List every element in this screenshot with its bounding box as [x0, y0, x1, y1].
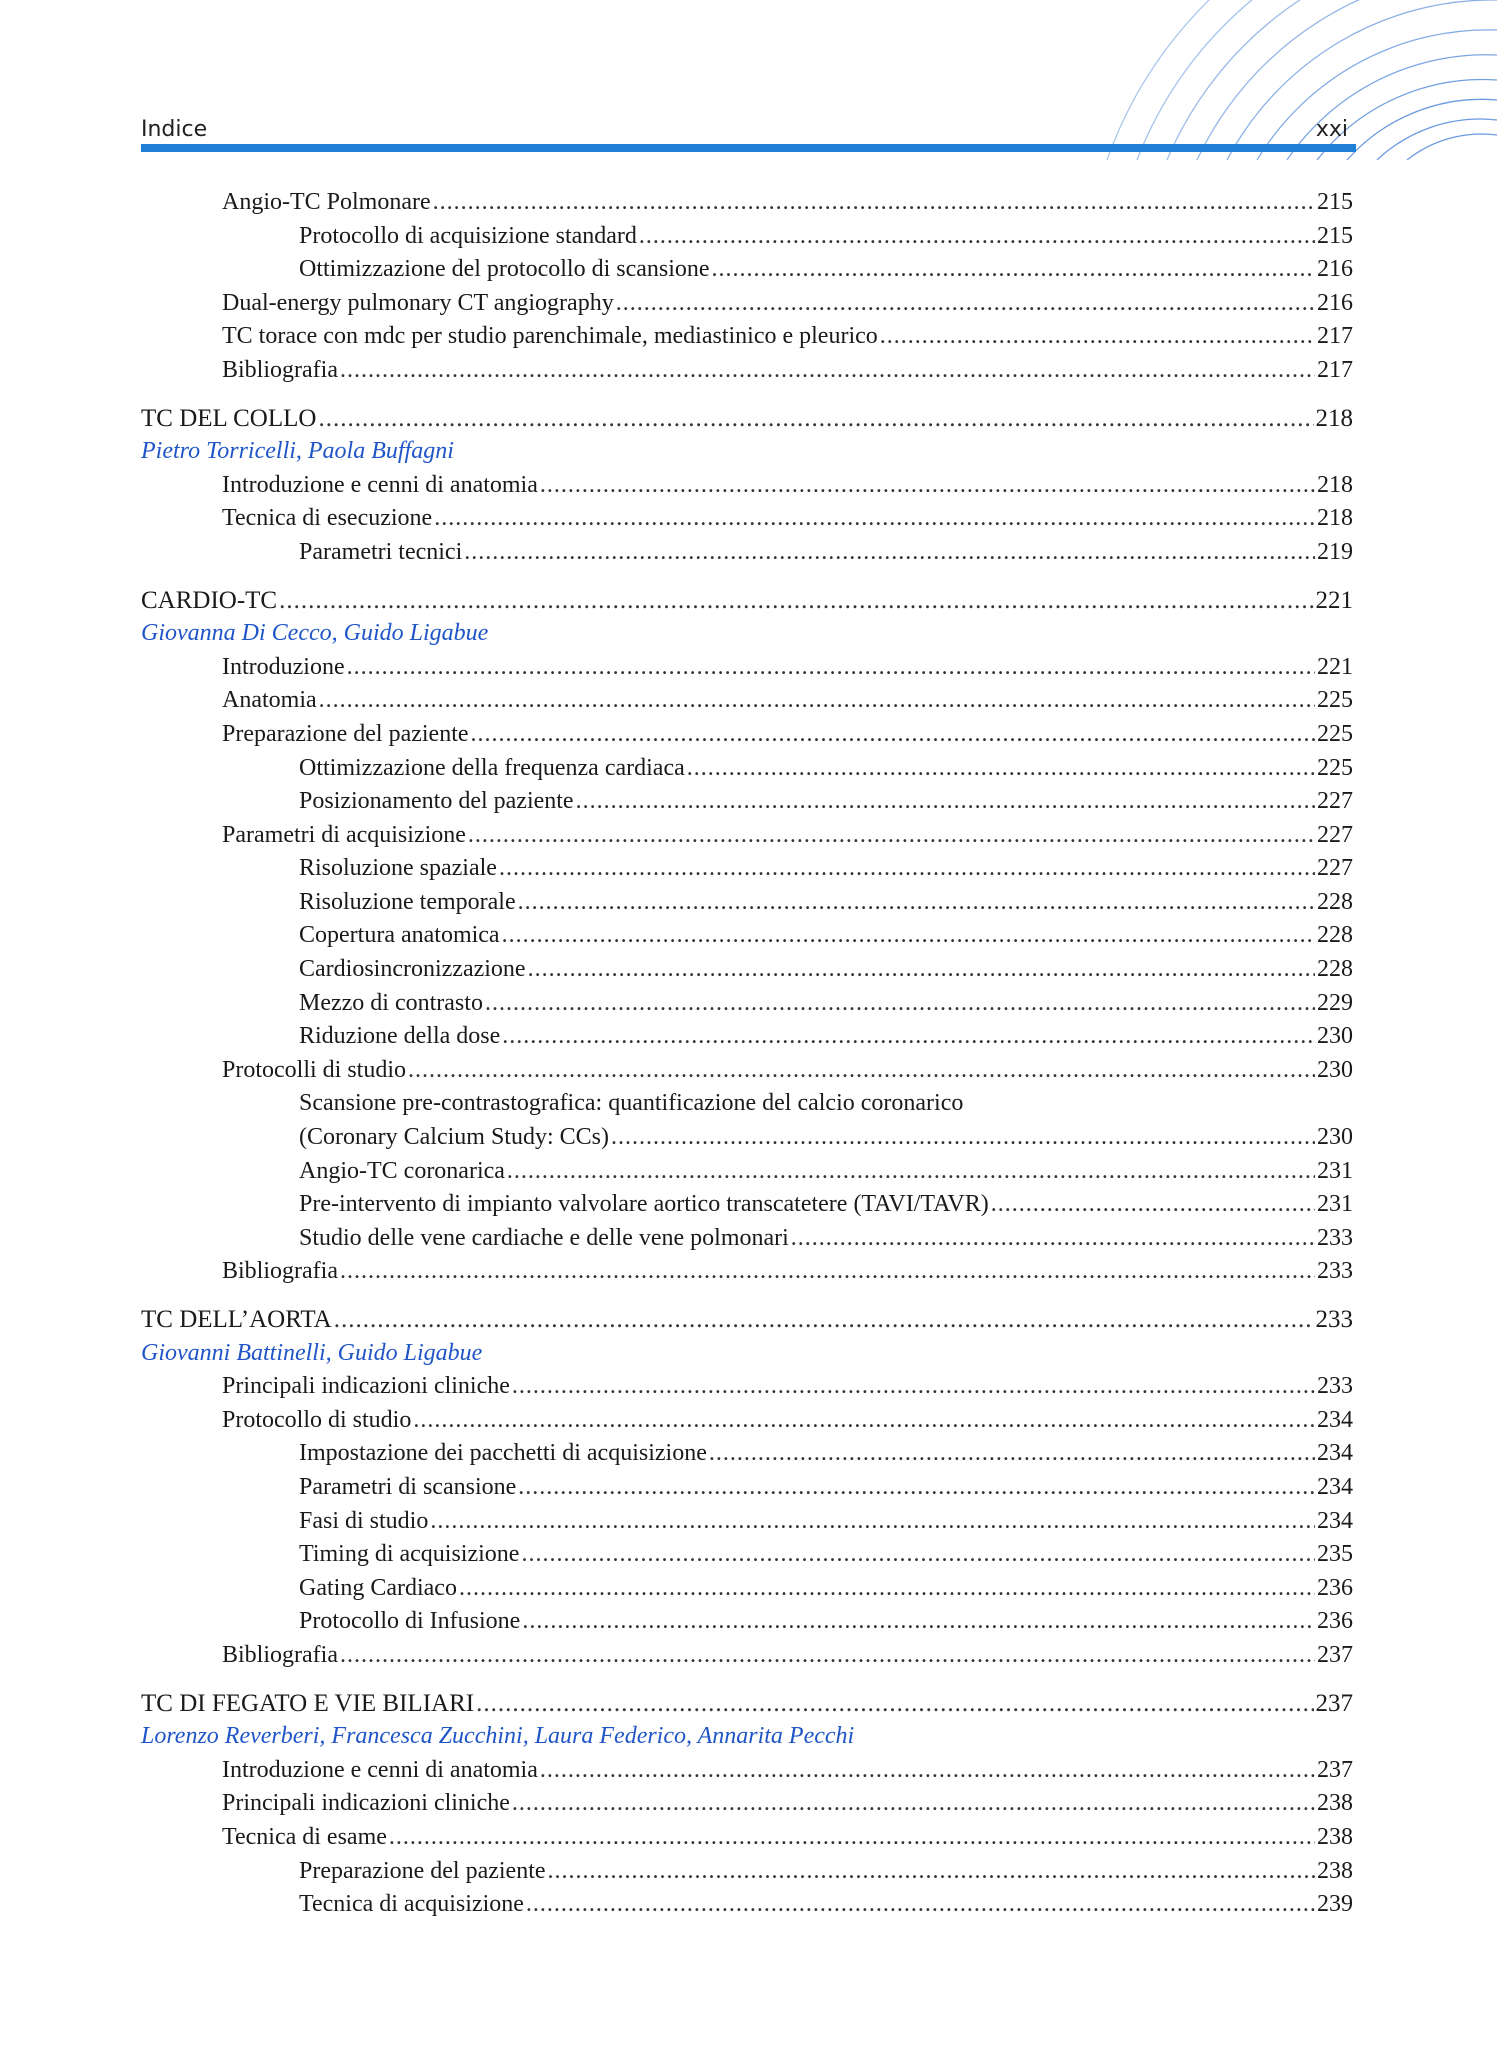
toc-entry-title: Principali indicazioni cliniche — [222, 1373, 510, 1400]
dot-leader — [319, 684, 1315, 718]
dot-leader — [540, 1754, 1315, 1788]
dot-leader — [518, 1471, 1315, 1505]
toc-entry-page: 216 — [1317, 256, 1353, 283]
toc-section[interactable] — [141, 1054, 1353, 1088]
toc-entry-title: Risoluzione temporale — [299, 888, 516, 915]
dot-leader — [502, 1020, 1315, 1054]
toc-entry-page: 234 — [1317, 1473, 1353, 1500]
toc-entry-title: TC DI FEGATO E VIE BILIARI — [141, 1689, 475, 1717]
chapter-authors: Lorenzo Reverberi, Francesca Zucchini, Laura Federico, Annarita Pecchi — [141, 1723, 855, 1750]
toc-subsection[interactable] — [141, 919, 1353, 953]
toc-entry-page: 221 — [1317, 653, 1353, 680]
toc-subsection[interactable] — [141, 1087, 1353, 1121]
toc-entry-title: Angio-TC Polmonare — [222, 189, 431, 215]
toc-entry-title: TC torace con mdc per studio parenchimale, mediastinico e pleurico — [222, 323, 878, 350]
toc-subsection[interactable] — [141, 1155, 1353, 1189]
dot-leader — [430, 1505, 1315, 1539]
toc-entry-page: 238 — [1317, 1790, 1353, 1817]
toc-entry-page: 236 — [1317, 1574, 1353, 1601]
toc-entry-title: Parametri tecnici — [299, 538, 463, 565]
toc-entry-title: Studio delle vene cardiache e delle vene polmonari — [299, 1224, 789, 1251]
toc-entry-page: 219 — [1317, 538, 1353, 565]
toc-entry-page: 228 — [1317, 888, 1353, 915]
toc-entry-title: Preparazione del paziente — [299, 1857, 546, 1884]
toc-section[interactable] — [141, 1639, 1353, 1673]
toc-subsection[interactable] — [141, 1471, 1353, 1505]
dot-leader — [526, 1888, 1315, 1922]
toc-entry-title: Posizionamento del paziente — [299, 788, 574, 815]
toc-entry-title: Introduzione — [222, 653, 345, 680]
toc-entry-page: 231 — [1317, 1157, 1353, 1184]
dot-leader — [611, 1121, 1315, 1155]
toc-section[interactable] — [141, 1370, 1353, 1404]
toc-entry-title: Tecnica di acquisizione — [299, 1891, 524, 1918]
dot-leader — [548, 1855, 1315, 1889]
dot-leader — [502, 919, 1315, 953]
toc-section[interactable] — [141, 469, 1353, 503]
page-number: xxi — [1315, 117, 1348, 142]
toc-entry-page: 231 — [1317, 1191, 1353, 1218]
dot-leader — [522, 1605, 1315, 1639]
toc-subsection[interactable] — [141, 886, 1353, 920]
toc-subsection[interactable] — [141, 253, 1353, 287]
toc-section[interactable] — [141, 819, 1353, 853]
toc-entry-page: 216 — [1317, 289, 1353, 316]
toc-subsection[interactable] — [141, 1437, 1353, 1471]
toc-entry-title: Timing di acquisizione — [299, 1541, 520, 1568]
dot-leader — [512, 1787, 1315, 1821]
toc-entry-title: Pre-intervento di impianto valvolare aortico transcatetere (TAVI/TAVR) — [299, 1191, 989, 1218]
toc-entry-page: 215 — [1317, 222, 1353, 249]
toc-entry-title: Angio-TC coronarica — [299, 1157, 505, 1184]
header-rule — [141, 144, 1356, 152]
toc-entry-title: Protocollo di Infusione — [299, 1608, 521, 1635]
dot-leader — [880, 320, 1315, 354]
dot-leader — [334, 1303, 1314, 1337]
toc-entry-page: 230 — [1317, 1056, 1353, 1083]
toc-section[interactable] — [141, 1787, 1353, 1821]
dot-leader — [434, 502, 1315, 536]
toc-entry-page: 233 — [1315, 1306, 1353, 1333]
dot-leader — [791, 1222, 1315, 1256]
toc-entry-page: 237 — [1317, 1756, 1353, 1783]
toc-entry-title: TC DELL’AORTA — [141, 1306, 332, 1333]
dot-leader — [459, 1572, 1315, 1606]
toc-entry-title: Ottimizzazione della frequenza cardiaca — [299, 754, 685, 781]
toc-subsection[interactable] — [141, 953, 1353, 987]
toc-entry-page: 236 — [1317, 1608, 1353, 1635]
toc-subsection[interactable] — [141, 752, 1353, 786]
chapter-authors: Giovanna Di Cecco, Guido Ligabue — [141, 620, 489, 647]
toc-entry-page: 233 — [1317, 1373, 1353, 1400]
toc-section[interactable] — [141, 718, 1353, 752]
toc-entry-title: Impostazione dei pacchetti di acquisizione — [299, 1440, 707, 1467]
dot-leader — [279, 584, 1313, 618]
toc-section[interactable] — [141, 186, 1353, 220]
toc-subsection[interactable] — [141, 536, 1353, 570]
toc-entry-title: Protocollo di acquisizione standard — [299, 222, 637, 249]
dot-leader — [528, 953, 1315, 987]
toc-section[interactable] — [141, 1821, 1353, 1855]
toc-chapter[interactable] — [141, 402, 1353, 436]
toc-entry-title: Risoluzione spaziale — [299, 855, 497, 882]
toc-chapter[interactable] — [141, 1303, 1353, 1337]
toc-entry-page: 239 — [1317, 1891, 1353, 1918]
toc-entry-page: 237 — [1317, 1641, 1353, 1668]
toc-entry-title: Tecnica di esame — [222, 1823, 387, 1850]
toc-section[interactable] — [141, 1255, 1353, 1289]
dot-leader — [468, 819, 1315, 853]
dot-leader — [340, 1255, 1315, 1289]
toc-entry-page: 227 — [1317, 788, 1353, 815]
dot-leader — [433, 186, 1315, 220]
toc-entry-page: 229 — [1317, 989, 1353, 1016]
toc-section[interactable] — [141, 651, 1353, 685]
toc-entry-page: 225 — [1317, 754, 1353, 781]
dot-leader — [464, 536, 1315, 570]
toc-entry-page: 237 — [1315, 1689, 1353, 1717]
dot-leader — [512, 1370, 1315, 1404]
toc-entry-title: Introduzione e cenni di anatomia — [222, 471, 538, 498]
toc-subsection-continued[interactable] — [141, 1121, 1353, 1155]
toc-section[interactable] — [141, 1404, 1353, 1438]
toc-subsection[interactable] — [141, 1505, 1353, 1539]
toc-section[interactable] — [141, 287, 1353, 321]
toc-subsection[interactable] — [141, 1572, 1353, 1606]
dot-leader — [471, 718, 1315, 752]
toc-subsection[interactable] — [141, 987, 1353, 1021]
toc-entry-title: CARDIO-TC — [141, 586, 278, 614]
toc-entry-page: 234 — [1317, 1440, 1353, 1467]
toc-subsection[interactable] — [141, 785, 1353, 819]
toc-entry-page: 234 — [1317, 1507, 1353, 1534]
toc-subsection[interactable] — [141, 852, 1353, 886]
toc-entry-page: 238 — [1317, 1857, 1353, 1884]
toc-entry-title: Protocollo di studio — [222, 1406, 412, 1433]
toc-entry-page: 227 — [1317, 821, 1353, 848]
toc-entry-page: 217 — [1317, 356, 1353, 383]
toc-entry-page: 218 — [1315, 404, 1353, 432]
toc-entry-title: Tecnica di esecuzione — [222, 505, 433, 532]
toc-entry-title: Ottimizzazione del protocollo di scansione — [299, 256, 710, 283]
toc-subsection[interactable] — [141, 220, 1353, 254]
toc-entry-page: 233 — [1317, 1224, 1353, 1251]
toc-entry-title: Riduzione della dose — [299, 1023, 501, 1050]
dot-leader — [389, 1821, 1315, 1855]
toc-entry-title: Introduzione e cenni di anatomia — [222, 1756, 538, 1783]
dot-leader — [540, 469, 1315, 503]
toc-subsection[interactable] — [141, 1888, 1353, 1922]
toc-entry-title: Fasi di studio — [299, 1507, 429, 1534]
toc-entry-page: 227 — [1317, 855, 1353, 882]
toc-entry-page: 230 — [1317, 1124, 1353, 1151]
toc-entry-page: 221 — [1315, 586, 1353, 614]
dot-leader — [413, 1404, 1315, 1438]
toc-entry-title: Cardiosincronizzazione — [299, 956, 526, 983]
toc-entry-title: Gating Cardiaco — [299, 1574, 457, 1601]
toc-entry-page: 234 — [1317, 1406, 1353, 1433]
toc-entry-title: Bibliografia — [222, 1258, 338, 1285]
toc-entry-page: 225 — [1317, 687, 1353, 714]
toc-section[interactable] — [141, 320, 1353, 354]
dot-leader — [507, 1155, 1315, 1189]
toc-entry-page: 230 — [1317, 1023, 1353, 1050]
dot-leader — [576, 785, 1315, 819]
toc-entry-page: 217 — [1317, 323, 1353, 350]
dot-leader — [639, 220, 1315, 254]
toc-entry-title: Mezzo di contrasto — [299, 989, 483, 1016]
dot-leader — [340, 1639, 1315, 1673]
toc-entry-title: Anatomia — [222, 687, 317, 714]
toc-entry-title: Parametri di scansione — [299, 1473, 517, 1500]
toc-entry-title: Preparazione del paziente — [222, 720, 469, 747]
toc-entry-title: (Coronary Calcium Study: CCs) — [299, 1124, 609, 1151]
chapter-authors: Pietro Torricelli, Paola Buffagni — [141, 438, 454, 465]
chapter-authors: Giovanni Battinelli, Guido Ligabue — [141, 1339, 483, 1366]
dot-leader — [476, 1687, 1313, 1721]
toc-subsection[interactable] — [141, 1605, 1353, 1639]
toc-entry-title: TC DEL COLLO — [141, 404, 317, 432]
toc-section[interactable] — [141, 684, 1353, 718]
dot-leader — [687, 752, 1315, 786]
toc-entry-title: Dual-energy pulmonary CT angiography — [222, 289, 614, 316]
toc-section[interactable] — [141, 502, 1353, 536]
dot-leader — [485, 987, 1315, 1021]
page-header — [141, 112, 1356, 152]
dot-leader — [318, 402, 1313, 436]
dot-leader — [616, 287, 1315, 321]
dot-leader — [991, 1188, 1315, 1222]
toc-section[interactable] — [141, 354, 1353, 388]
toc-entry-title: Protocolli di studio — [222, 1056, 407, 1083]
dot-leader — [521, 1538, 1315, 1572]
dot-leader — [340, 354, 1315, 388]
dot-leader — [408, 1054, 1315, 1088]
dot-leader — [518, 886, 1315, 920]
toc-entry-title: Parametri di acquisizione — [222, 821, 466, 848]
toc-entry-page: 235 — [1317, 1541, 1353, 1568]
toc-entry-page: 228 — [1317, 922, 1353, 949]
toc-section[interactable] — [141, 1754, 1353, 1788]
table-of-contents — [141, 186, 1353, 1922]
toc-entry-page: 215 — [1317, 189, 1353, 215]
toc-subsection[interactable] — [141, 1020, 1353, 1054]
toc-entry-page: 218 — [1317, 471, 1353, 498]
toc-entry-page: 233 — [1317, 1258, 1353, 1285]
dot-leader — [499, 852, 1315, 886]
toc-chapter[interactable] — [141, 584, 1353, 618]
toc-entry-page: 218 — [1317, 505, 1353, 532]
dot-leader — [709, 1437, 1315, 1471]
toc-subsection[interactable] — [141, 1538, 1353, 1572]
dot-leader — [347, 651, 1315, 685]
dot-leader — [712, 253, 1315, 287]
toc-subsection[interactable] — [141, 1188, 1353, 1222]
toc-chapter[interactable] — [141, 1687, 1353, 1721]
section-title: Indice — [141, 117, 208, 142]
toc-entry-page: 225 — [1317, 720, 1353, 747]
toc-entry-title: Bibliografia — [222, 356, 338, 383]
toc-entry-title: Scansione pre-contrastografica: quantificazione del calcio coronarico — [299, 1090, 964, 1117]
toc-subsection[interactable] — [141, 1855, 1353, 1889]
toc-subsection[interactable] — [141, 1222, 1353, 1256]
toc-entry-page: 228 — [1317, 956, 1353, 983]
toc-entry-title: Principali indicazioni cliniche — [222, 1790, 510, 1817]
toc-entry-title: Bibliografia — [222, 1641, 338, 1668]
toc-entry-page: 238 — [1317, 1823, 1353, 1850]
toc-entry-title: Copertura anatomica — [299, 922, 500, 949]
